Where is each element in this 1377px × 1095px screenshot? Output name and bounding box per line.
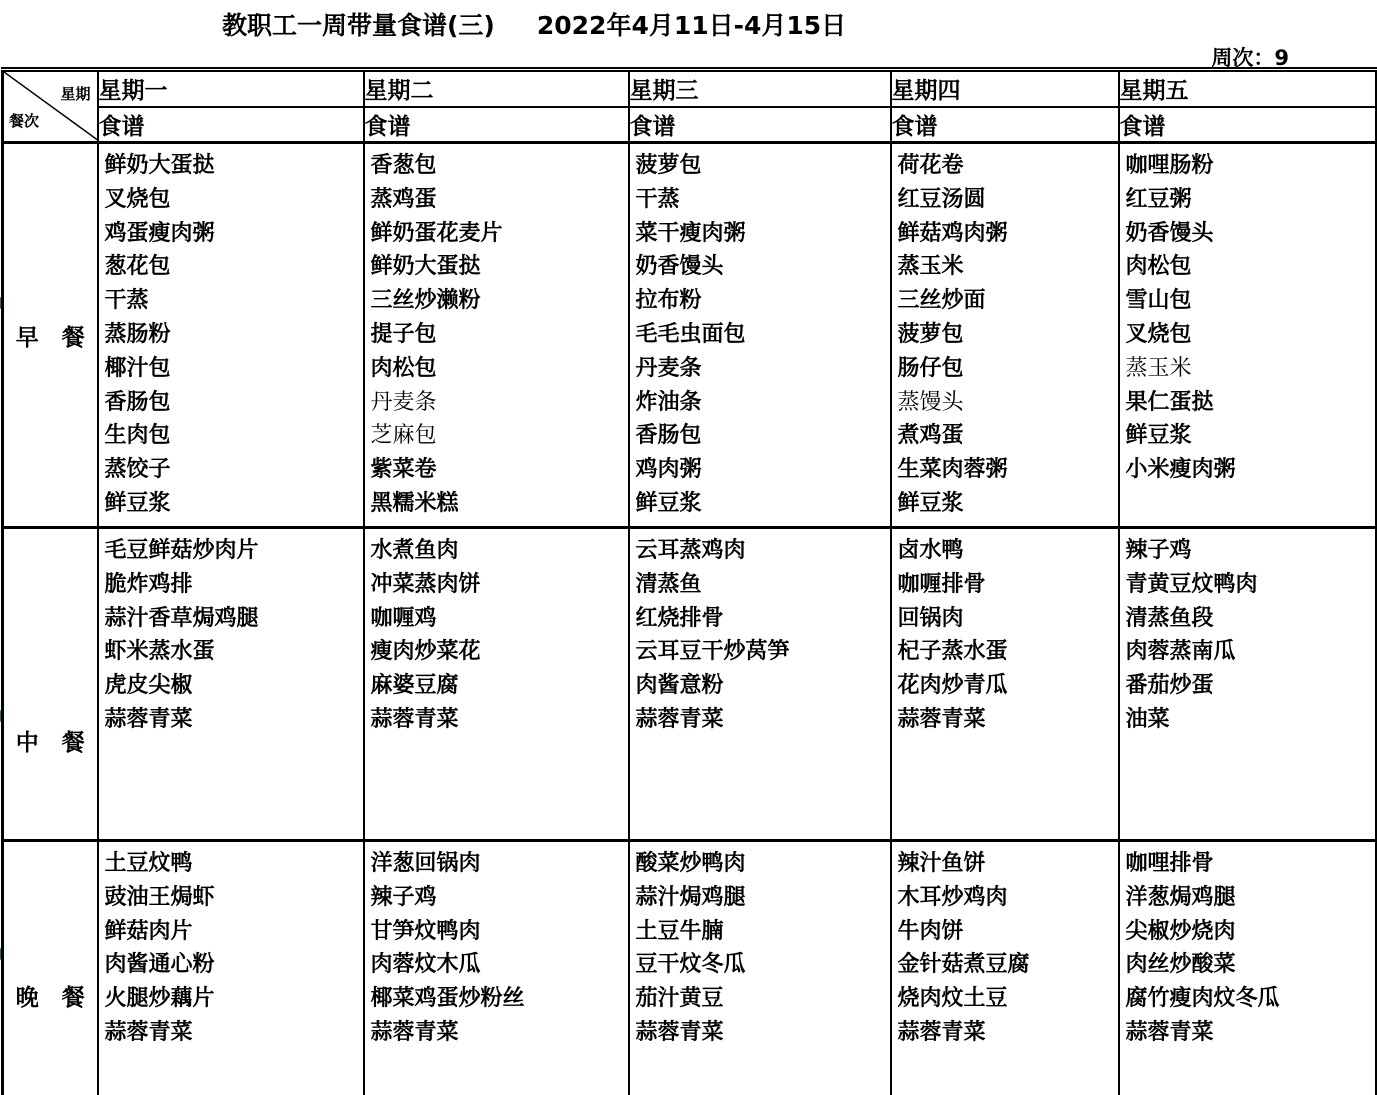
menu-item: 果仁蛋挞 <box>1125 389 1214 415</box>
meal-label-lunch: 中 餐 <box>3 528 98 841</box>
menu-item: 鲜豆浆 <box>635 490 702 516</box>
menu-item: 叉烧包 <box>1125 321 1192 347</box>
menu-item: 腐竹瘦肉炆冬瓜 <box>1125 986 1280 1012</box>
menu-item: 鲜奶蛋花麦片 <box>370 220 503 246</box>
menu-item: 雪山包 <box>1125 288 1192 314</box>
menu-cell-lunch-thursday <box>891 528 1119 841</box>
menu-table <box>1 67 1377 1095</box>
day-header-wednesday: 星期三 <box>629 70 891 108</box>
corner-label-week: 星期 <box>60 85 91 103</box>
menu-item: 紫菜卷 <box>370 457 437 483</box>
day-header-thursday: 星期四 <box>891 70 1119 108</box>
corner-cell <box>3 70 98 143</box>
menu-item: 蒜蓉青菜 <box>897 706 986 732</box>
menu-item: 烧肉炆土豆 <box>897 986 1008 1012</box>
menu-item: 菠萝包 <box>635 153 702 178</box>
menu-item: 辣汁鱼饼 <box>897 851 986 876</box>
menu-item: 蒜汁香草焗鸡腿 <box>104 605 259 631</box>
menu-item: 奶香馒头 <box>635 254 724 280</box>
day-header-tuesday: 星期二 <box>364 70 629 108</box>
menu-item: 花肉炒青瓜 <box>897 673 1008 699</box>
menu-item: 荷花卷 <box>897 153 964 178</box>
menu-item: 咖哩肠粉 <box>1125 153 1214 178</box>
menu-item: 蒜蓉青菜 <box>1125 1019 1214 1045</box>
menu-item: 油菜 <box>1125 706 1170 732</box>
menu-item: 豉油王焗虾 <box>104 884 215 910</box>
menu-item: 黑糯米糕 <box>370 490 459 516</box>
menu-item: 煮鸡蛋 <box>897 423 964 449</box>
menu-item: 牛肉饼 <box>897 918 964 944</box>
menu-item: 三丝炒濑粉 <box>370 288 481 314</box>
menu-item: 甘笋炆鸭肉 <box>370 918 481 944</box>
menu-item: 蒜蓉青菜 <box>635 706 724 732</box>
menu-cell-dinner-tuesday <box>364 841 629 1095</box>
menu-cell-lunch-tuesday <box>364 528 629 841</box>
menu-item: 肉蓉炆木瓜 <box>370 952 481 978</box>
menu-cell-lunch-wednesday <box>629 528 891 841</box>
week-number: 周次：9 <box>1211 46 1289 70</box>
menu-item: 辣子鸡 <box>370 884 437 910</box>
menu-item: 叉烧包 <box>104 186 171 212</box>
day-header-friday: 星期五 <box>1119 70 1377 108</box>
menu-item: 蒸鸡蛋 <box>370 186 437 212</box>
menu-item: 鲜菇肉片 <box>104 918 193 944</box>
menu-item: 尖椒炒烧肉 <box>1125 918 1236 944</box>
menu-cell-dinner-friday <box>1119 841 1377 1095</box>
menu-item: 蒜蓉青菜 <box>897 1019 986 1045</box>
menu-item: 红烧排骨 <box>635 605 724 631</box>
menu-header: 食谱 <box>629 107 891 143</box>
menu-item: 火腿炒藕片 <box>104 986 215 1012</box>
menu-item: 丹麦条 <box>635 355 702 381</box>
page-title-text: 教职工一周带量食谱(三) <box>222 11 495 40</box>
menu-cell-breakfast-wednesday <box>629 143 891 528</box>
menu-header: 食谱 <box>364 107 629 143</box>
menu-item: 蒜蓉青菜 <box>104 706 193 732</box>
menu-item: 脆炸鸡排 <box>104 571 193 597</box>
menu-item: 鲜豆浆 <box>897 490 964 516</box>
menu-header: 食谱 <box>1119 107 1377 143</box>
menu-item: 卤水鸭 <box>897 538 964 563</box>
menu-item: 咖哩排骨 <box>1125 851 1214 876</box>
menu-item: 云耳豆干炒莴笋 <box>635 639 790 665</box>
menu-cell-breakfast-friday <box>1119 143 1377 528</box>
menu-item: 干蒸 <box>104 288 149 314</box>
menu-item: 云耳蒸鸡肉 <box>635 538 746 563</box>
menu-item: 清蒸鱼 <box>635 571 702 597</box>
menu-item: 蒜蓉青菜 <box>104 1019 193 1045</box>
menu-item: 丹麦条 <box>370 389 437 415</box>
menu-item: 椰汁包 <box>104 355 171 381</box>
menu-item: 蒸玉米 <box>897 254 964 280</box>
menu-item: 小米瘦肉粥 <box>1125 457 1236 483</box>
menu-item: 拉布粉 <box>635 288 702 314</box>
menu-item: 冲菜蒸肉饼 <box>370 571 481 597</box>
menu-item: 回锅肉 <box>897 605 964 631</box>
menu-item: 鲜奶大蛋挞 <box>104 153 215 178</box>
menu-item: 生肉包 <box>104 423 171 449</box>
menu-item: 鲜菇鸡肉粥 <box>897 220 1008 246</box>
menu-item: 酸菜炒鸭肉 <box>635 851 746 876</box>
menu-item: 肉酱意粉 <box>635 673 724 699</box>
menu-item: 蒜汁焗鸡腿 <box>635 884 746 910</box>
menu-item: 虾米蒸水蛋 <box>104 639 215 665</box>
menu-item: 鲜豆浆 <box>1125 423 1192 449</box>
menu-item: 鸡肉粥 <box>635 457 702 483</box>
menu-item: 瘦肉炒菜花 <box>370 639 481 665</box>
menu-item: 奶香馒头 <box>1125 220 1214 246</box>
menu-item: 金针菇煮豆腐 <box>897 952 1030 978</box>
menu-item: 毛毛虫面包 <box>635 321 746 347</box>
menu-item: 肉松包 <box>1125 254 1192 280</box>
menu-item: 红豆粥 <box>1125 186 1192 212</box>
menu-item: 咖喱排骨 <box>897 571 986 597</box>
meal-label-dinner: 晚 餐 <box>3 841 98 1095</box>
menu-item: 蒜蓉青菜 <box>370 706 459 732</box>
menu-cell-lunch-monday <box>98 528 364 841</box>
menu-header: 食谱 <box>98 107 364 143</box>
menu-item: 麻婆豆腐 <box>370 673 459 699</box>
menu-item: 干蒸 <box>635 186 680 212</box>
menu-item: 水煮鱼肉 <box>370 538 459 563</box>
menu-item: 芝麻包 <box>370 423 437 449</box>
menu-cell-lunch-friday <box>1119 528 1377 841</box>
menu-item: 蒸馒头 <box>897 389 964 415</box>
corner-label-meal: 餐次 <box>9 112 40 130</box>
day-header-monday: 星期一 <box>98 70 364 108</box>
menu-item: 蒜蓉青菜 <box>635 1019 724 1045</box>
menu-item: 肉蓉蒸南瓜 <box>1125 639 1236 665</box>
menu-item: 椰菜鸡蛋炒粉丝 <box>370 986 525 1012</box>
menu-item: 肠仔包 <box>897 355 964 381</box>
menu-item: 鲜豆浆 <box>104 490 171 516</box>
menu-cell-breakfast-thursday <box>891 143 1119 528</box>
menu-item: 肉酱通心粉 <box>104 952 215 978</box>
menu-item: 豆干炆冬瓜 <box>635 952 746 978</box>
menu-item: 洋葱回锅肉 <box>370 851 481 876</box>
menu-item: 菜干瘦肉粥 <box>635 220 746 246</box>
menu-item: 鲜奶大蛋挞 <box>370 254 481 280</box>
menu-item: 提子包 <box>370 321 437 347</box>
menu-item: 三丝炒面 <box>897 288 986 314</box>
menu-item: 番茄炒蛋 <box>1125 673 1214 699</box>
menu-item: 杞子蒸水蛋 <box>897 639 1008 665</box>
menu-item: 香葱包 <box>370 153 437 178</box>
date-range: 2022年4月11日-4月15日 <box>536 11 847 40</box>
menu-item: 茄汁黄豆 <box>635 986 724 1012</box>
menu-item: 清蒸鱼段 <box>1125 605 1214 631</box>
menu-cell-breakfast-monday <box>98 143 364 528</box>
menu-item: 辣子鸡 <box>1125 538 1192 563</box>
menu-item: 红豆汤圆 <box>897 186 986 212</box>
menu-item: 肉松包 <box>370 355 437 381</box>
menu-item: 咖喱鸡 <box>370 605 437 631</box>
menu-item: 蒸饺子 <box>104 457 171 483</box>
menu-item: 炸油条 <box>635 389 702 415</box>
menu-item: 土豆炆鸭 <box>104 851 193 876</box>
menu-item: 香肠包 <box>104 389 171 415</box>
menu-item: 鸡蛋瘦肉粥 <box>104 220 215 246</box>
menu-item: 青黄豆炆鸭肉 <box>1125 571 1258 597</box>
menu-item: 毛豆鲜菇炒肉片 <box>104 538 259 563</box>
meal-label-breakfast: 早 餐 <box>3 143 98 528</box>
menu-item: 菠萝包 <box>897 321 964 347</box>
menu-item: 虎皮尖椒 <box>104 673 193 699</box>
menu-item: 木耳炒鸡肉 <box>897 884 1008 910</box>
menu-item: 香肠包 <box>635 423 702 449</box>
menu-header: 食谱 <box>891 107 1119 143</box>
menu-cell-dinner-thursday <box>891 841 1119 1095</box>
menu-cell-dinner-monday <box>98 841 364 1095</box>
menu-item: 洋葱焗鸡腿 <box>1125 884 1236 910</box>
menu-cell-breakfast-tuesday <box>364 143 629 528</box>
menu-item: 蒸玉米 <box>1125 355 1192 381</box>
menu-item: 生菜肉蓉粥 <box>897 457 1008 483</box>
menu-item: 葱花包 <box>104 254 171 280</box>
page-title <box>222 6 846 42</box>
menu-item: 肉丝炒酸菜 <box>1125 952 1236 978</box>
menu-item: 土豆牛腩 <box>635 918 724 944</box>
menu-item: 蒜蓉青菜 <box>370 1019 459 1045</box>
menu-cell-dinner-wednesday <box>629 841 891 1095</box>
menu-item: 蒸肠粉 <box>104 321 171 347</box>
